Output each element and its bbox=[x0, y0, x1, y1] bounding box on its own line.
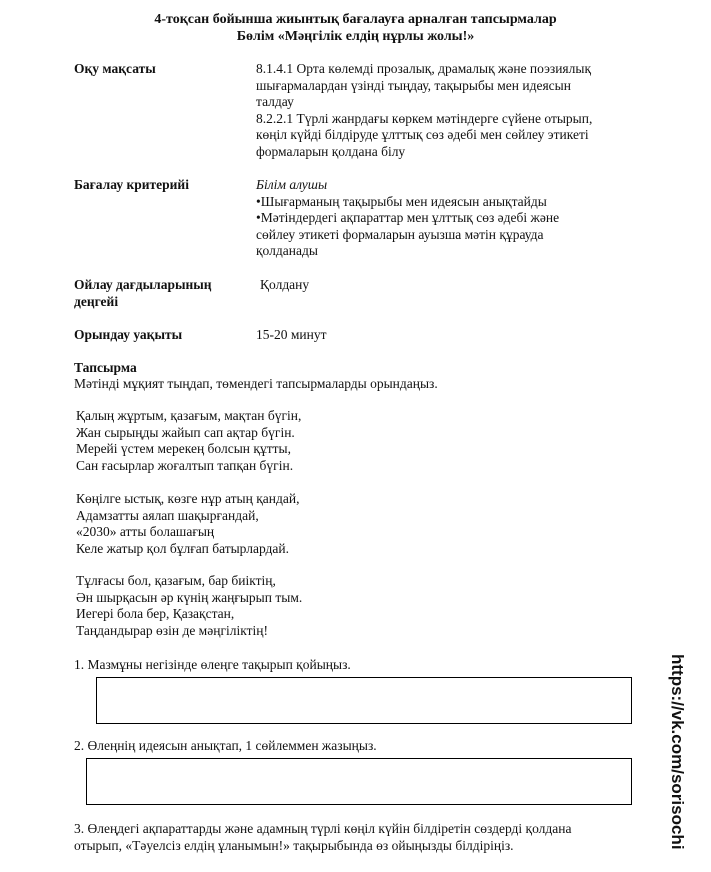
criteria-item-cont: сөйлеу этикеті формаларын ауызша мәтін құрауда bbox=[256, 226, 544, 242]
poem-line: Таңдандырар өзін де мәңгіліктің! bbox=[76, 622, 268, 638]
bullet-icon: • bbox=[256, 210, 261, 225]
question-2: 2. Өлеңнің идеясын анықтап, 1 сөйлеммен жазыңыз. bbox=[74, 738, 377, 753]
poem-line: Иегері бола бер, Қазақстан, bbox=[76, 606, 235, 621]
objective-line: 8.2.2.1 Түрлі жанрдағы көркем мәтіндерге сүйене отырып, bbox=[256, 110, 593, 126]
skills-value: Қолдану bbox=[260, 277, 310, 292]
bullet-icon: • bbox=[256, 193, 261, 209]
poem-line: Тұлғасы бол, қазағым, бар биіктің, bbox=[76, 573, 276, 588]
task-instruction: Мәтінді мұқият тыңдап, төмендегі тапсырмаларды орындаңыз. bbox=[74, 376, 438, 391]
time-value: 15-20 минут bbox=[256, 327, 327, 342]
poem-stanza-3 bbox=[76, 573, 302, 639]
poem-line: «2030» атты болашағың bbox=[76, 524, 215, 539]
poem-line: Сан ғасырлар жоғалтып тапқан бүгін. bbox=[76, 457, 294, 473]
poem-stanza-1 bbox=[76, 408, 301, 474]
answer-box-2[interactable] bbox=[86, 758, 632, 805]
criteria-item: •Мәтіндердегі ақпараттар мен ұлттық сөз әдебі және bbox=[256, 210, 560, 225]
criteria-value bbox=[256, 177, 636, 260]
objectives-value bbox=[256, 61, 636, 160]
question-3: 3. Өлеңдегі ақпараттарды және адамның түрлі көңіл күйін білдіретін сөздерді қолдана отырып, «Тәуелсіз елдің ұланымын!» тақырыбында өз ойыңызды білдіріңіз. bbox=[74, 821, 572, 853]
objectives-label: Оқу мақсаты bbox=[74, 61, 156, 76]
criteria-item: •Шығарманың тақырыбы мен идеясын анықтайды bbox=[256, 193, 547, 209]
objective-line: көңіл күйді білдіруде ұлттық сөз әдебі мен сөйлеу этикеті bbox=[256, 127, 589, 142]
poem-line: Көңілге ыстық, көзге нұр атың қандай, bbox=[76, 491, 300, 506]
answer-box-1[interactable] bbox=[96, 677, 632, 724]
poem-line: Ән шырқасын әр күнің жаңғырып тым. bbox=[76, 589, 303, 605]
task-label: Тапсырма bbox=[74, 360, 137, 375]
poem-line: Келе жатыр қол бұлғап батырлардай. bbox=[76, 540, 290, 556]
objective-line: формаларын қолдана білу bbox=[256, 143, 406, 159]
poem-line: Жан сырыңды жайып сап ақтар бүгін. bbox=[76, 424, 295, 440]
objective-line: шығармалардан үзінді тыңдау, тақырыбы мен идеясын bbox=[256, 77, 571, 93]
section-title: Бөлім «Мәңгілік елдің нұрлы жолы!» bbox=[236, 29, 475, 44]
poem-stanza-2 bbox=[76, 491, 299, 557]
poem-line: Қалың жұртым, қазағым, мақтан бүгін, bbox=[76, 408, 302, 423]
criteria-subhead: Білім алушы bbox=[256, 177, 328, 192]
question-1: 1. Мазмұны негізінде өлеңге тақырып қойыңыз. bbox=[74, 657, 351, 672]
time-label: Орындау уақыты bbox=[74, 327, 183, 342]
objective-line: талдау bbox=[256, 94, 294, 109]
document-title: 4-тоқсан бойынша жиынтық бағалауға арналған тапсырмалар bbox=[154, 12, 557, 27]
skills-label: Ойлау дағдыларының деңгейі bbox=[74, 277, 212, 309]
watermark-url: https://vk.com/sorisochi bbox=[668, 654, 687, 850]
criteria-label: Бағалау критерийі bbox=[74, 177, 189, 192]
poem-line: Мерейі үстем мерекең болсын құтты, bbox=[76, 441, 291, 456]
objective-line: 8.1.4.1 Орта көлемді прозалық, драмалық және поэзиялық bbox=[256, 61, 592, 76]
criteria-item-cont: қолданады bbox=[256, 243, 318, 258]
poem-line: Адамзатты аялап шақырғандай, bbox=[76, 507, 259, 523]
